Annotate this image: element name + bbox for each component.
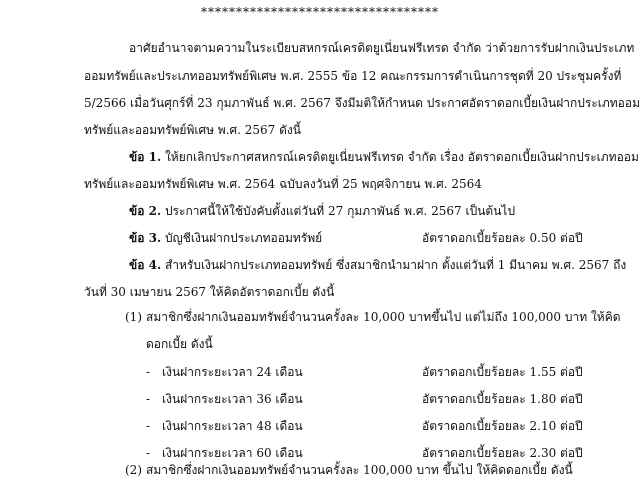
preamble-line-2: ออมทรัพย์และประเภทออมทรัพย์พิเศษ พ.ศ. 2555 ข้อ 12 คณะกรรมการดำเนินการชุดที่ 20 ประชุมครั้งที่ [84, 69, 622, 83]
clause-3-label: ข้อ 3. [129, 231, 162, 245]
item-1-line-1: สมาชิกซึ่งฝากเงินออมทรัพย์จำนวนครั้งละ 10,000 บาทขึ้นไป แต่ไม่ถึง 100,000 บาท ให้คิด [146, 310, 621, 324]
item-1-line-2: ดอกเบี้ย ดังนี้ [146, 337, 213, 351]
clause-2 [129, 203, 515, 219]
clause-4-text: สำหรับเงินฝากประเภทออมทรัพย์ ซึ่งสมาชิกนำมาฝาก ตั้งแต่วันที่ 1 มีนาคม พ.ศ. 2567 ถึง [161, 258, 627, 272]
clause-4-label: ข้อ 4. [129, 258, 162, 272]
rate-row-bullet: - [146, 446, 151, 460]
rate-row-term: เงินฝากระยะเวลา 36 เดือน [162, 392, 303, 406]
preamble-line-1: อาศัยอำนาจตามความในระเบียบสหกรณ์เครดิตยูเนี่ยนฟรีเทรด จำกัด ว่าด้วยการรับฝากเงินประเภท [129, 41, 635, 55]
clause-1-line-2: ทรัพย์และออมทรัพย์พิเศษ พ.ศ. 2564 ฉบับลงวันที่ 25 พฤศจิกายน พ.ศ. 2564 [84, 177, 482, 191]
rate-row-rate: อัตราดอกเบี้ยร้อยละ 1.55 ต่อปี [422, 365, 583, 379]
preamble-line-3: 5/2566 เมื่อวันศุกร์ที่ 23 กุมภาพันธ์ พ.ศ. 2567 จึงมีมติให้กำหนด ประกาศอัตราดอกเบี้ยเงินฝากประเภทออม [84, 96, 640, 110]
clause-1-text: ให้ยกเลิกประกาศสหกรณ์เครดิตยูเนี่ยนฟรีเทรด จำกัด เรื่อง อัตราดอกเบี้ยเงินฝากประเภทออม [161, 150, 639, 164]
item-2-number: (2) [125, 463, 142, 477]
rate-row-rate: อัตราดอกเบี้ยร้อยละ 2.10 ต่อปี [422, 419, 583, 433]
item-1-number: (1) [125, 310, 142, 324]
rate-row-bullet: - [146, 365, 151, 379]
preamble-line-4: ทรัพย์และออมทรัพย์พิเศษ พ.ศ. 2567 ดังนี้ [84, 123, 301, 137]
clause-1-label: ข้อ 1. [129, 150, 162, 164]
clause-4-line-1 [129, 257, 626, 273]
separator-line: ********************************** [201, 5, 439, 19]
rate-row-bullet: - [146, 392, 151, 406]
clause-2-label: ข้อ 2. [129, 204, 162, 218]
rate-row-bullet: - [146, 419, 151, 433]
clause-3 [129, 230, 322, 246]
clause-3-rate: อัตราดอกเบี้ยร้อยละ 0.50 ต่อปี [422, 231, 583, 245]
clause-2-text: ประกาศนี้ให้ใช้บังคับตั้งแต่วันที่ 27 กุมภาพันธ์ พ.ศ. 2567 เป็นต้นไป [161, 204, 516, 218]
rate-row-rate: อัตราดอกเบี้ยร้อยละ 1.80 ต่อปี [422, 392, 583, 406]
rate-row-rate: อัตราดอกเบี้ยร้อยละ 2.30 ต่อปี [422, 446, 583, 460]
rate-row-term: เงินฝากระยะเวลา 24 เดือน [162, 365, 303, 379]
clause-1-line-1 [129, 149, 639, 165]
clause-3-text: บัญชีเงินฝากประเภทออมทรัพย์ [161, 231, 323, 245]
rate-row-term: เงินฝากระยะเวลา 48 เดือน [162, 419, 303, 433]
item-2-line-1: สมาชิกซึ่งฝากเงินออมทรัพย์จำนวนครั้งละ 100,000 บาท ขึ้นไป ให้คิดดอกเบี้ย ดังนี้ [146, 463, 573, 477]
clause-4-line-2: วันที่ 30 เมษายน 2567 ให้คิดอัตราดอกเบี้ย ดังนี้ [84, 285, 335, 299]
rate-row-term: เงินฝากระยะเวลา 60 เดือน [162, 446, 303, 460]
